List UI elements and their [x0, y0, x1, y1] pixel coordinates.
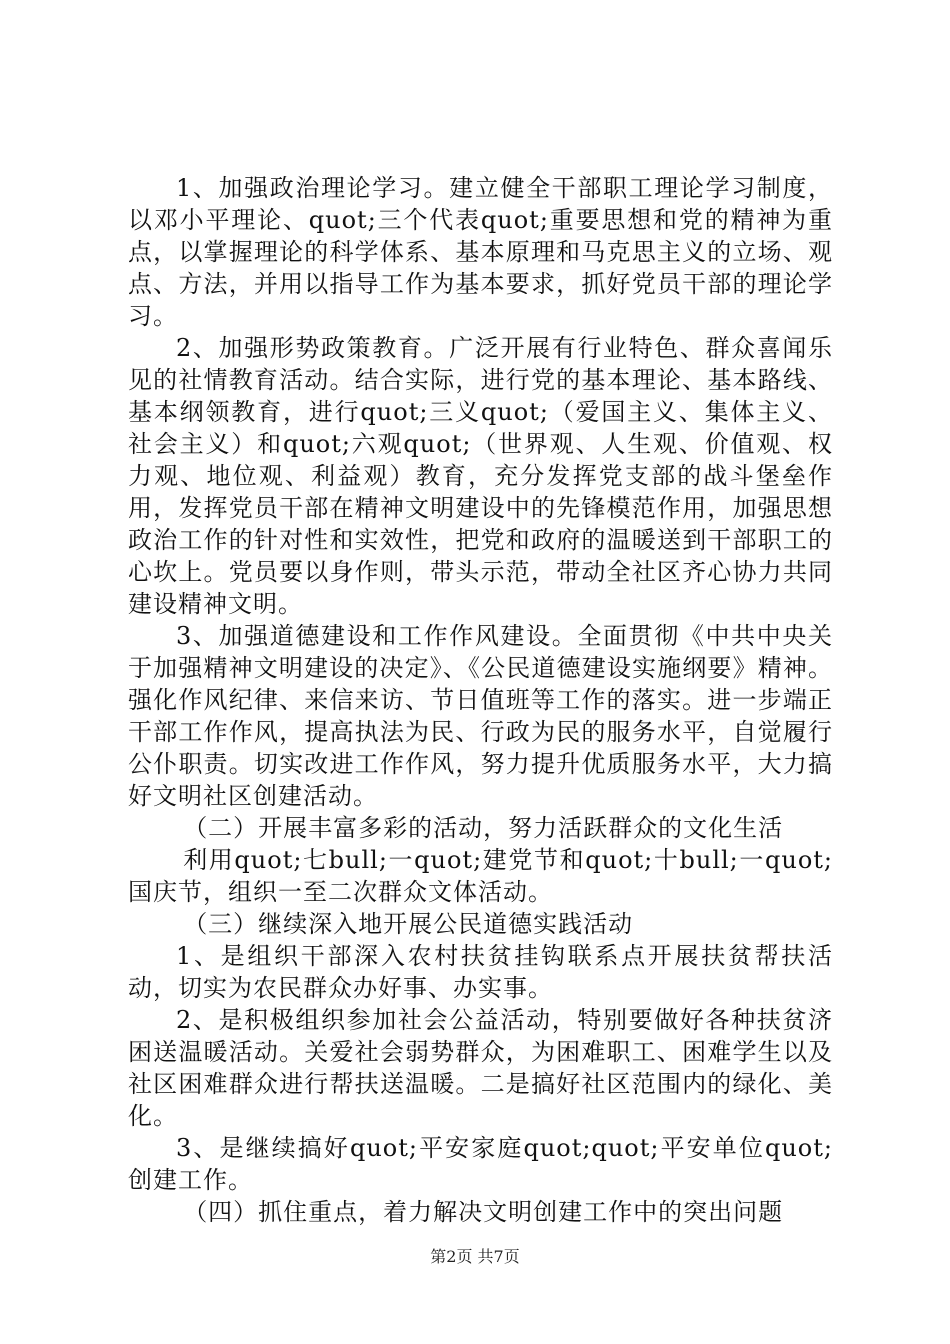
document-body: [128, 172, 833, 1228]
paragraph-theory-study: 1、加强政治理论学习。建立健全干部职工理论学习制度，以邓小平理论、quot;三个代表quot;重要思想和党的精神为重点，以掌握理论的科学体系、基本原理和马克思主义的立场、观点、方法，并用以指导工作为基本要求，抓好党员干部的理论学习。: [128, 174, 833, 330]
section-heading-moral-practice: （三）继续深入地开展公民道德实践活动: [183, 910, 634, 938]
section-heading-key-issues: （四）抓住重点，着力解决文明创建工作中的突出问题: [183, 1198, 784, 1226]
paragraph-safe-family: 3、是继续搞好quot;平安家庭quot;quot;平安单位quot;创建工作。: [128, 1134, 833, 1194]
paragraph-festival-activities: 利用quot;七bull;一quot;建党节和quot;十bull;一quot;国庆节，组织一至二次群众文体活动。: [128, 846, 833, 906]
paragraph-poverty-assistance: 1、是组织干部深入农村扶贫挂钩联系点开展扶贫帮扶活动，切实为农民群众办好事、办实事。: [128, 942, 833, 1002]
page-footer: 第2页 共7页: [430, 1247, 520, 1266]
section-heading-activities: （二）开展丰富多彩的活动，努力活跃群众的文化生活: [183, 814, 784, 842]
paragraph-moral-construction: 3、加强道德建设和工作作风建设。全面贯彻《中共中央关于加强精神文明建设的决定》、《公民道德建设实施纲要》精神。强化作风纪律、来信来访、节日值班等工作的落实。进一步端正干部工作作风，提高执法为民、行政为民的服务水平，自觉履行公仆职责。切实改进工作作风，努力提升优质服务水平，大力搞好文明社区创建活动。: [128, 622, 833, 810]
paragraph-public-welfare: 2、是积极组织参加社会公益活动，特别要做好各种扶贫济困送温暖活动。关爱社会弱势群众，为困难职工、困难学生以及社区困难群众进行帮扶送温暖。二是搞好社区范围内的绿化、美化。: [128, 1006, 833, 1130]
paragraph-policy-education: 2、加强形势政策教育。广泛开展有行业特色、群众喜闻乐见的社情教育活动。结合实际，进行党的基本理论、基本路线、基本纲领教育，进行quot;三义quot;（爱国主义、集体主义、社会主义）和quot;六观quot;（世界观、人生观、价值观、权力观、地位观、利益观）教育，充分发挥党支部的战斗堡垒作用，发挥党员干部在精神文明建设中的先锋模范作用，加强思想政治工作的针对性和实效性，把党和政府的温暖送到干部职工的心坎上。党员要以身作则，带头示范，带动全社区齐心协力共同建设精神文明。: [128, 334, 833, 618]
